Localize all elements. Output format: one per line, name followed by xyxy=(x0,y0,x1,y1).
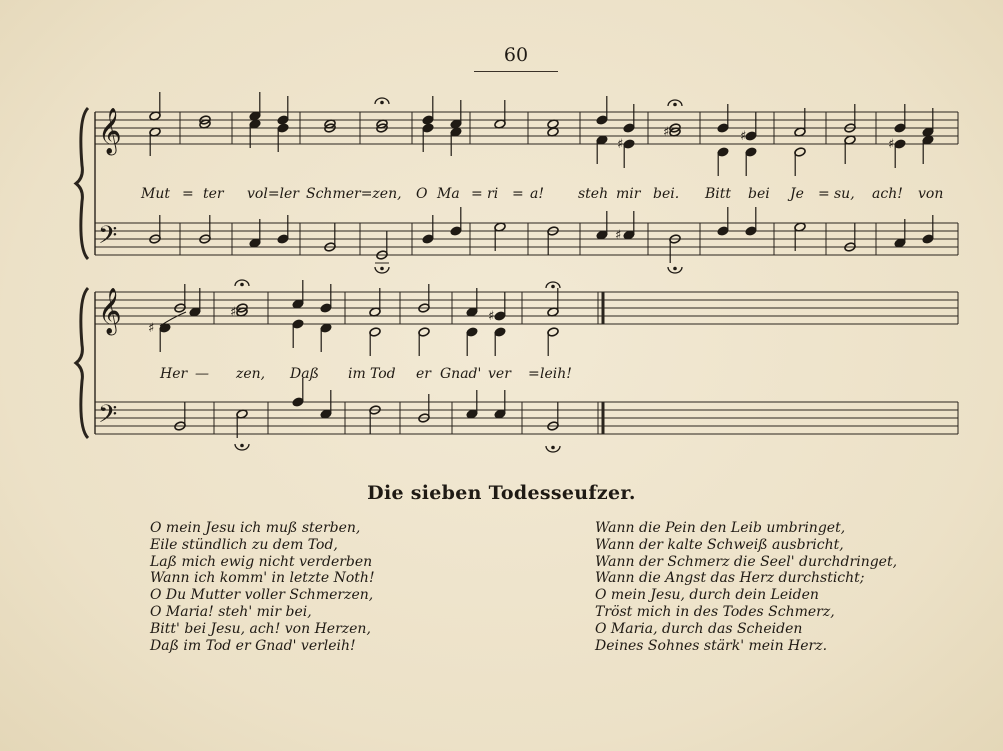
bass-clef: 𝄢 xyxy=(98,221,118,256)
sharp-sign: ♯ xyxy=(148,321,155,336)
bass-clef: 𝄢 xyxy=(98,400,118,435)
lyric-syllable: O xyxy=(416,186,428,202)
poem-right-stanza xyxy=(595,520,897,654)
poem-line: O Du Mutter voller Schmerzen, xyxy=(150,587,374,604)
poem-line: Bitt' bei Jesu, ach! von Herzen, xyxy=(150,620,371,637)
lyric-syllable: a! xyxy=(530,186,544,202)
lyric-syllable: su, xyxy=(834,186,855,202)
lyric-syllable: Mut xyxy=(141,186,170,202)
lyric-syllable: vol=ler xyxy=(247,186,300,202)
lyric-syllable: er xyxy=(416,366,431,382)
lyric-syllable: Ma xyxy=(437,186,460,202)
sharp-sign: ♯ xyxy=(740,129,747,144)
poem-line: O Maria! steh' mir bei, xyxy=(150,603,312,620)
lyric-syllable: Her xyxy=(160,366,188,382)
lyric-syllable: Daß xyxy=(290,366,319,382)
poem-line: Wann die Angst das Herz durchsticht; xyxy=(595,570,865,587)
lyric-syllable: ver xyxy=(488,366,511,382)
sharp-sign: ♯ xyxy=(230,305,237,320)
treble-clef: 𝄞 xyxy=(98,288,122,334)
lyric-syllable: = xyxy=(818,186,830,202)
fermata-dot xyxy=(241,444,244,447)
treble-clef: 𝄞 xyxy=(98,108,122,154)
poem-line: O mein Jesu ich muß sterben, xyxy=(150,520,361,536)
poem-line: O Maria, durch das Scheiden xyxy=(595,620,803,637)
poem-line: Wann ich komm' in letzte Noth! xyxy=(150,570,375,587)
poem-line: Daß im Tod er Gnad' verleih! xyxy=(150,637,356,654)
poem-line: O mein Jesu, durch dein Leiden xyxy=(595,587,819,604)
lyric-syllable: = xyxy=(182,186,194,202)
lyric-syllable: = xyxy=(471,186,483,202)
sharp-sign: ♯ xyxy=(888,137,895,152)
system-brace xyxy=(76,288,88,438)
lyric-syllable: im xyxy=(348,366,366,382)
lyric-syllable: bei xyxy=(748,186,770,202)
lyric-syllable: ri xyxy=(487,186,499,202)
lyric-syllable: Je xyxy=(790,186,804,202)
fermata-dot xyxy=(381,101,384,104)
lyric-syllable: ter xyxy=(203,186,224,202)
poem-line: Laß mich ewig nicht verderben xyxy=(150,553,373,570)
fermata-dot xyxy=(241,283,244,286)
system-brace xyxy=(76,108,88,259)
lyric-syllable: steh xyxy=(578,186,609,202)
lyric-syllable: leih! xyxy=(540,366,572,382)
lyric-syllable: mir xyxy=(616,186,641,202)
fermata-dot xyxy=(674,267,677,270)
poem-title: Die sieben Todesseufzer. xyxy=(367,482,636,504)
fermata-dot xyxy=(381,267,384,270)
sharp-sign: ♯ xyxy=(615,228,622,243)
poem-line: Tröst mich in des Todes Schmerz, xyxy=(595,603,835,620)
lyric-syllable: = xyxy=(528,366,540,382)
lyric-syllable: Gnad' xyxy=(440,366,482,382)
fermata-dot xyxy=(552,446,555,449)
lyric-syllable: von xyxy=(918,186,944,202)
lyric-syllable: — xyxy=(195,366,209,382)
fermata-dot xyxy=(674,103,677,106)
fermata-dot xyxy=(552,285,555,288)
lyric-syllable: = xyxy=(512,186,524,202)
poem-line: Wann der kalte Schweiß ausbricht, xyxy=(595,536,844,553)
sharp-sign: ♯ xyxy=(617,137,624,152)
page-number: 60 xyxy=(503,44,529,66)
lyric-syllable: Tod xyxy=(370,366,396,382)
sharp-sign: ♯ xyxy=(663,125,670,140)
poem-line: Wann die Pein den Leib umbringet, xyxy=(595,520,846,536)
lyric-syllable: zen, xyxy=(236,366,266,382)
lyric-syllable: bei. xyxy=(653,186,680,202)
poem-line: Deines Sohnes stärk' mein Herz. xyxy=(595,637,828,654)
lyric-syllable: ach! xyxy=(872,186,903,202)
poem-left-stanza xyxy=(150,520,375,654)
lyric-syllable: Bitt xyxy=(705,186,732,202)
poem-line: Eile stündlich zu dem Tod, xyxy=(150,536,338,553)
sharp-sign: ♯ xyxy=(488,309,495,324)
lyric-syllable: Schmer=zen, xyxy=(306,186,402,202)
poem-line: Wann der Schmerz die Seel' durchdringet, xyxy=(595,553,898,570)
